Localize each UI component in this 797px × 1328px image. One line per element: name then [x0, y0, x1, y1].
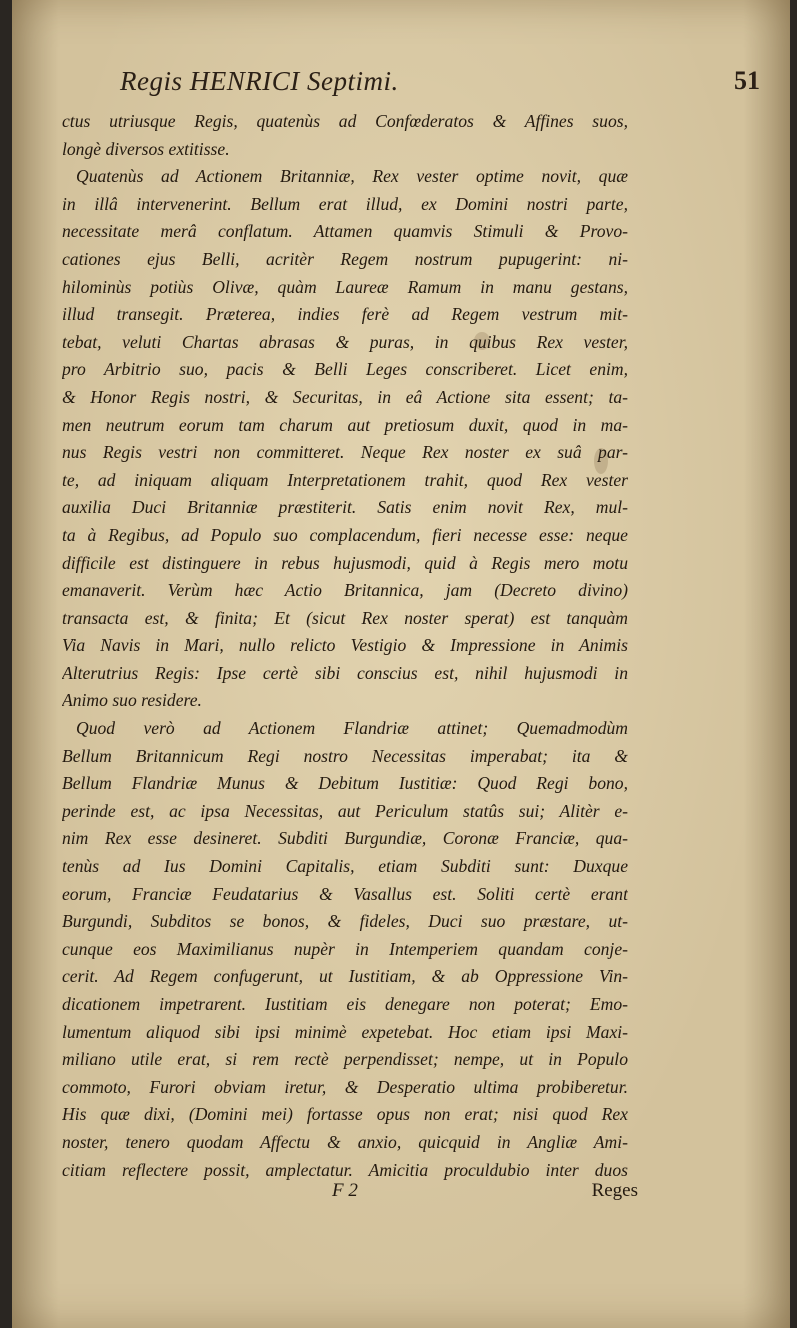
text-line: transacta est, & finita; Et (sicut Rex noster sperat) est tanquàm: [62, 607, 628, 628]
text-line: te, ad iniquam aliquam Interpretationem trahit, quod Rex vester: [62, 469, 628, 490]
text-line: Burgundi, Subditos se bonos, & fideles, Duci suo præstare, ut-: [62, 911, 628, 932]
text-line: lumentum aliquod sibi ipsi minimè expetebat. Hoc etiam ipsi Maxi-: [62, 1021, 628, 1042]
text-line: men neutrum eorum tam charum aut pretiosum duxit, quod in ma-: [62, 414, 628, 435]
page-footer: [62, 1180, 638, 1210]
page-header: [120, 66, 760, 106]
text-line: Bellum Britannicum Regi nostro Necessitas imperabat; ita &: [62, 745, 628, 766]
text-line: Animo suo residere.: [62, 690, 202, 711]
text-line: hilominùs potiùs Olivæ, quàm Laureæ Ramum in manu gestans,: [62, 276, 628, 297]
text-line: perinde est, ac ipsa Necessitas, aut Periculum statûs sui; Alitèr e-: [62, 800, 628, 821]
signature-mark: F 2: [332, 1180, 358, 1201]
text-line: pro Arbitrio suo, pacis & Belli Leges conscriberet. Licet enim,: [62, 359, 628, 380]
text-line: necessitate merâ conflatum. Attamen quamvis Stimuli & Provo-: [62, 221, 628, 242]
text-line: Alterutrius Regis: Ipse certè sibi conscius est, nihil hujusmodi in: [62, 662, 628, 683]
text-line: commoto, Furori obviam iretur, & Desperatio ultima probiberetur.: [62, 1076, 628, 1097]
text-line: ctus utriusque Regis, quatenùs ad Confœderatos & Affines suos,: [62, 111, 628, 131]
running-head: Regis HENRICI Septimi.: [120, 66, 399, 96]
text-line: cerit. Ad Regem confugerunt, ut Iustitiam, & ab Oppressione Vin-: [62, 966, 628, 987]
text-line: cunque eos Maximilianus nupèr in Intemperiem quandam conje-: [62, 938, 628, 959]
text-line: citiam reflectere possit, amplectatur. Amicitia proculdubio inter duos: [62, 1159, 628, 1180]
text-line: emanaverit. Verùm hæc Actio Britannica, jam (Decreto divino): [62, 580, 628, 601]
text-line: Quatenùs ad Actionem Britanniæ, Rex vester optime novit, quæ: [76, 166, 628, 187]
text-line: in illâ intervenerint. Bellum erat illud, ex Domini nostri parte,: [62, 193, 628, 214]
text-line: & Honor Regis nostri, & Securitas, in eâ Actione sita essent; ta-: [62, 386, 628, 407]
text-line: noster, tenero quodam Affectu & anxio, quicquid in Angliæ Ami-: [62, 1131, 628, 1152]
text-line: ta à Regibus, ad Populo suo complacendum, fieri necesse esse: neque: [62, 524, 628, 545]
text-line: longè diversos extitisse.: [62, 138, 230, 159]
text-line: eorum, Franciæ Feudatarius & Vasallus est. Soliti certè erant: [62, 883, 628, 904]
text-line: Quod verò ad Actionem Flandriæ attinet; Quemadmodùm: [76, 718, 628, 739]
text-line: tebat, veluti Chartas abrasas & puras, in quibus Rex vester,: [62, 331, 628, 352]
text-line: His quæ dixi, (Domini mei) fortasse opus non erat; nisi quod Rex: [62, 1104, 628, 1125]
text-line: Via Navis in Mari, nullo relicto Vestigio & Impressione in Animis: [62, 635, 628, 656]
text-line: illud transegit. Præterea, indies ferè ad Regem vestrum mit-: [62, 304, 628, 325]
page-number: 51: [734, 66, 760, 95]
body-text: [62, 108, 628, 1184]
text-line: tenùs ad Ius Domini Capitalis, etiam Subditi sunt: Duxque: [62, 856, 628, 877]
text-line: Bellum Flandriæ Munus & Debitum Iustitiæ: Quod Regi bono,: [62, 773, 628, 794]
text-line: miliano utile erat, si rem rectè perpendisset; nempe, ut in Populo: [62, 1049, 628, 1070]
book-page: [12, 0, 790, 1328]
text-line: nus Regis vestri non committeret. Neque Rex noster ex suâ par-: [62, 442, 628, 463]
text-line: cationes ejus Belli, acritèr Regem nostrum pupugerint: ni-: [62, 248, 628, 269]
text-line: nim Rex esse desineret. Subditi Burgundiæ, Coronæ Franciæ, qua-: [62, 828, 628, 849]
text-line: difficile est distinguere in rebus hujusmodi, quid à Regis mero motu: [62, 552, 628, 573]
catchword: Reges: [591, 1180, 638, 1201]
text-line: dicationem impetrarent. Iustitiam eis denegare non poterat; Emo-: [62, 994, 628, 1014]
text-line: auxilia Duci Britanniæ præstiterit. Satis enim novit Rex, mul-: [62, 497, 628, 518]
